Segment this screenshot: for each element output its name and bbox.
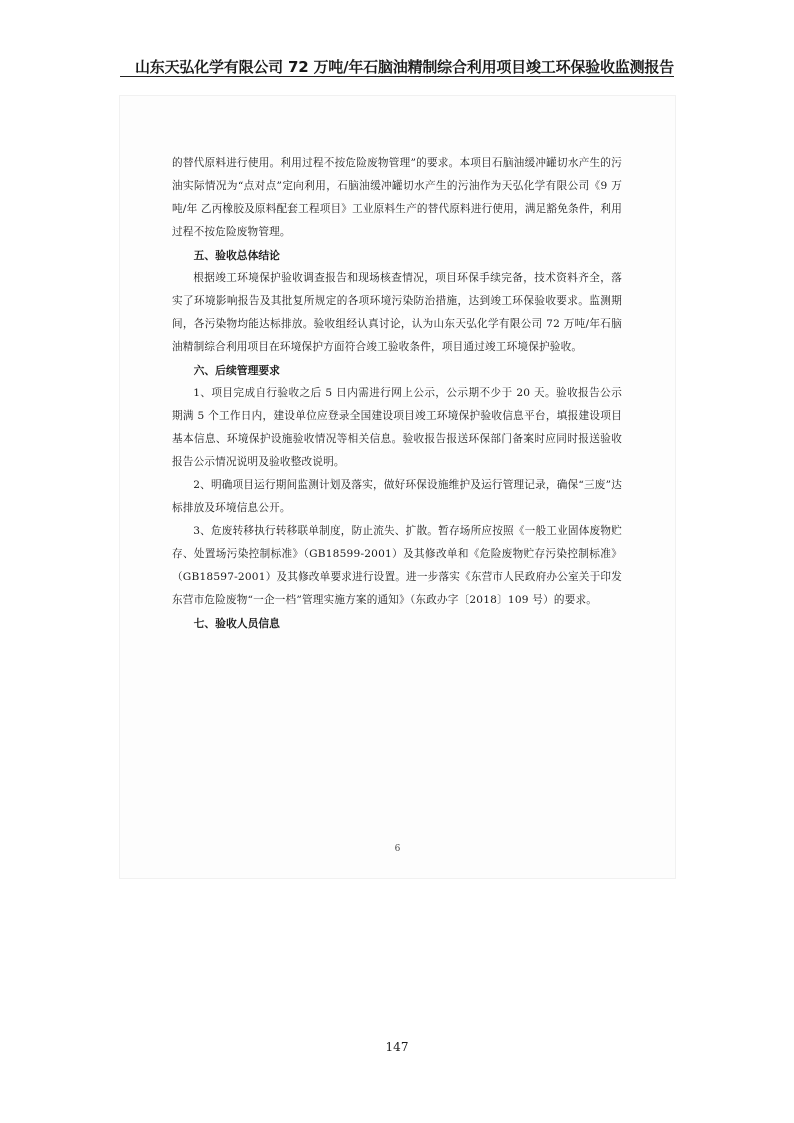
follow-up-item-2: 2、明确项目运行期间监测计划及落实，做好环保设施维护及运行管理记录，确保“三废”达标排放及环境信息公开。 bbox=[172, 479, 622, 514]
report-header-title: 山东天弘化学有限公司 72 万吨/年石脑油精制综合利用项目竣工环保验收监测报告 bbox=[134, 58, 674, 76]
document-body bbox=[172, 152, 622, 635]
conclusion-paragraph: 根据竣工环境保护验收调查报告和现场核查情况，项目环保手续完备，技术资料齐全，落实了环境影响报告及其批复所规定的各项环境污染防治措施，达到竣工环保验收要求。监测期间，各污染物均能达标排放。验收组经认真讨论，认为山东天弘化学有限公司 72 万吨/年石脑油精制综合利用项目在环境保护方面符合竣工验收条件，项目通过竣工环境保护验收。 bbox=[172, 272, 622, 353]
follow-up-item-3: 3、危废转移执行转移联单制度，防止流失、扩散。暂存场所应按照《一般工业固体废物贮存、处置场污染控制标准》（GB18599-2001）及其修改单和《危险废物贮存污染控制标准》（GB18597-2001）及其修改单要求进行设置。进一步落实《东营市人民政府办公室关于印发东营市危险废物“一企一档”管理实施方案的通知》（东政办字〔2018〕109 号）的要求。 bbox=[172, 525, 622, 606]
section-heading-personnel: 七、验收人员信息 bbox=[193, 617, 280, 630]
embedded-document-page bbox=[120, 96, 675, 878]
page-number: 147 bbox=[385, 1040, 409, 1054]
follow-up-item-1: 1、项目完成自行验收之后 5 日内需进行网上公示，公示期不少于 20 天。验收报告公示期满 5 个工作日内，建设单位应登录全国建设项目竣工环境保护验收信息平台，填报建设项目基本信息、环境保护设施验收情况等相关信息。验收报告报送环保部门备案时应同时报送验收报告公示情况说明及验收整改说明。 bbox=[172, 387, 622, 468]
inner-page-number: 6 bbox=[394, 844, 401, 854]
intro-paragraph: 的替代原料进行使用。利用过程不按危险废物管理”的要求。本项目石脑油缓冲罐切水产生的污油实际情况为“点对点”定向利用，石脑油缓冲罐切水产生的污油作为天弘化学有限公司《9 万吨/年 乙丙橡胶及原料配套工程项目》工业原料生产的替代原料进行使用，满足豁免条件，利用过程不按危险废物管理。 bbox=[172, 157, 622, 238]
section-heading-follow-up: 六、后续管理要求 bbox=[193, 364, 280, 377]
header-divider bbox=[120, 76, 674, 77]
section-heading-conclusion: 五、验收总体结论 bbox=[193, 249, 280, 262]
